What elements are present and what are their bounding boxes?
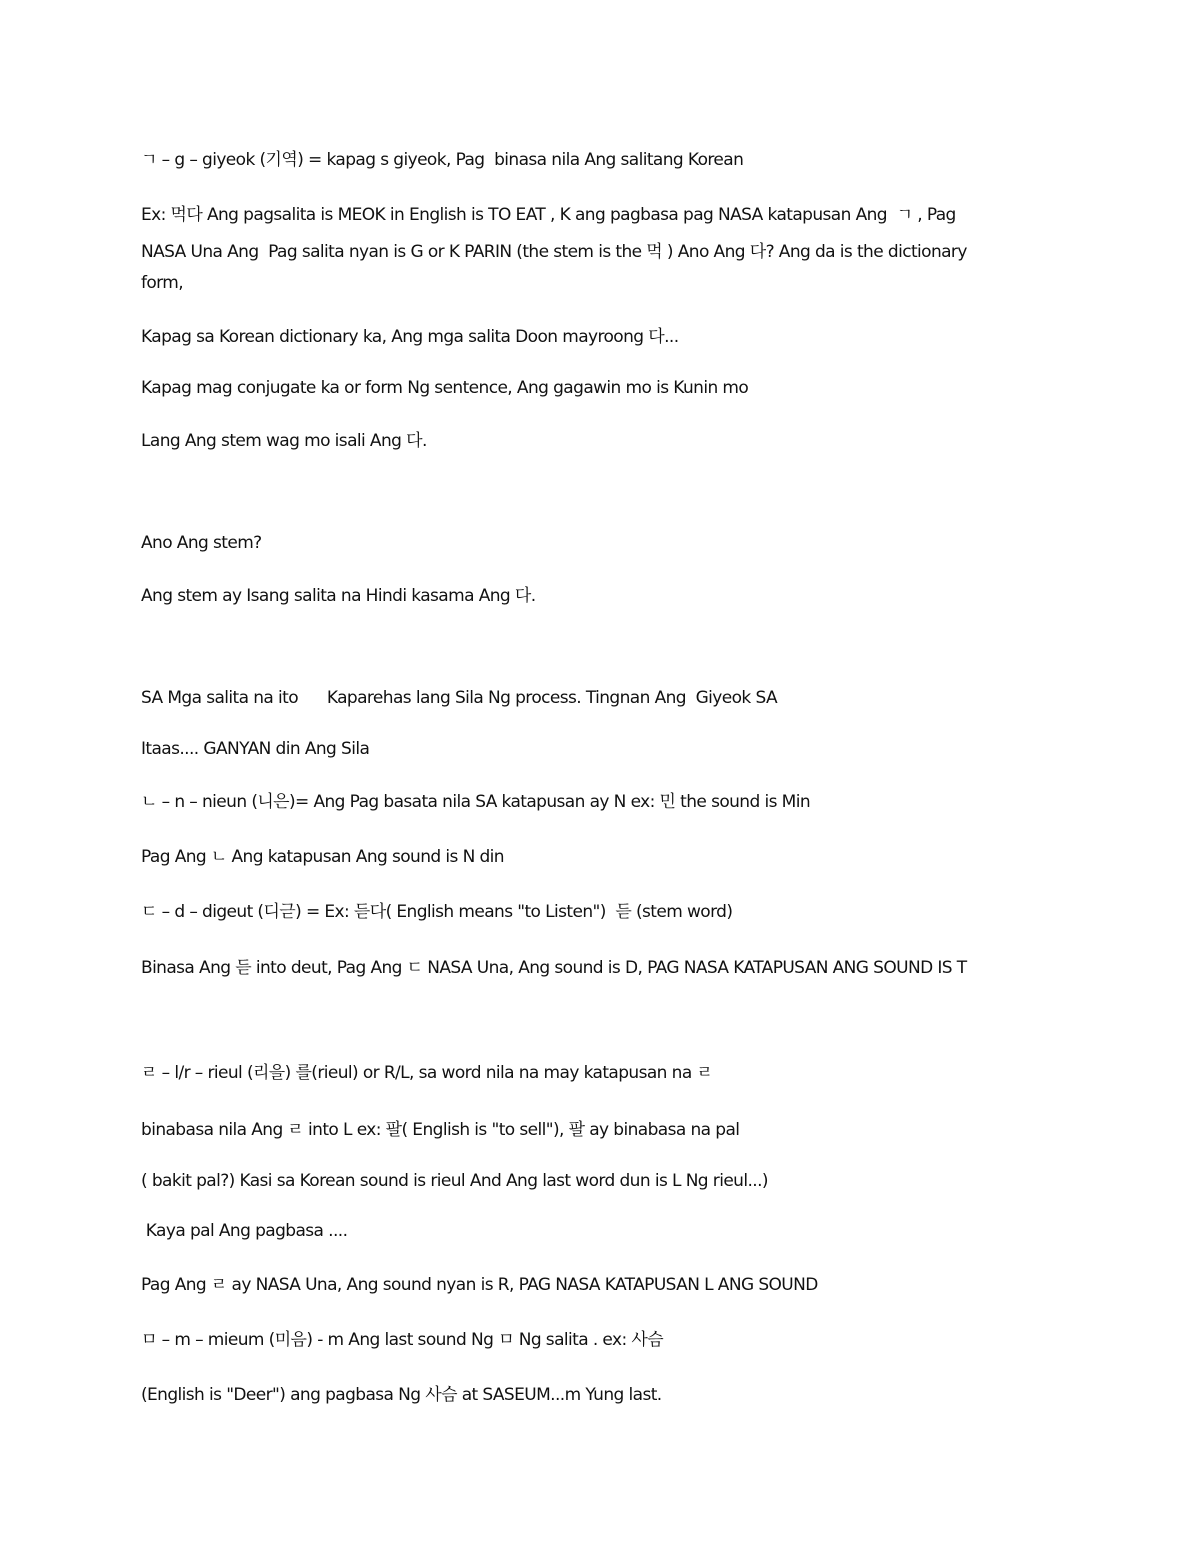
text-line: Binasa Ang 듣 into deut, Pag Ang ㄷ NASA Una, Ang sound is D, PAG NASA KATAPUSAN ANG SOUND IS T bbox=[141, 958, 967, 978]
text-line: Itaas.... GANYAN din Ang Sila bbox=[141, 739, 370, 759]
text-line: ㄴ – n – nieun (니은)= Ang Pag basata nila SA katapusan ay N ex: 민 the sound is Min bbox=[141, 792, 811, 812]
text-line: Pag Ang ㄴ Ang katapusan Ang sound is N din bbox=[141, 847, 504, 867]
text-line: ( bakit pal?) Kasi sa Korean sound is rieul And Ang last word dun is L Ng rieul...) bbox=[141, 1171, 768, 1191]
text-line: binabasa nila Ang ㄹ into L ex: 팔( English is "to sell"), 팔 ay binabasa na pal bbox=[141, 1120, 740, 1140]
text-line: Lang Ang stem wag mo isali Ang 다. bbox=[141, 431, 427, 451]
text-line: Pag Ang ㄹ ay NASA Una, Ang sound nyan is R, PAG NASA KATAPUSAN L ANG SOUND bbox=[141, 1275, 818, 1295]
text-line: Ex: 먹다 Ang pagsalita is MEOK in English is TO EAT , K ang pagbasa pag NASA katapusan Ang ㄱ , Pag bbox=[141, 205, 956, 225]
text-line: ㄱ – g – giyeok (기역) = kapag s giyeok, Pag binasa nila Ang salitang Korean bbox=[141, 150, 744, 170]
text-line: (English is "Deer") ang pagbasa Ng 사슴 at SASEUM...m Yung last. bbox=[141, 1385, 662, 1405]
text-line: Kapag mag conjugate ka or form Ng sentence, Ang gagawin mo is Kunin mo bbox=[141, 378, 749, 398]
text-line: NASA Una Ang Pag salita nyan is G or K PARIN (the stem is the 먹 ) Ano Ang 다? Ang da is the dictionary bbox=[141, 242, 967, 262]
text-line: ㄹ – l/r – rieul (리을) 를(rieul) or R/L, sa word nila na may katapusan na ㄹ bbox=[141, 1063, 713, 1083]
text-line: Ang stem ay Isang salita na Hindi kasama Ang 다. bbox=[141, 586, 536, 606]
text-line: Kapag sa Korean dictionary ka, Ang mga salita Doon mayroong 다... bbox=[141, 327, 679, 347]
text-line: SA Mga salita na ito Kaparehas lang Sila Ng process. Tingnan Ang Giyeok SA bbox=[141, 688, 777, 708]
text-line: Kaya pal Ang pagbasa .... bbox=[141, 1221, 348, 1241]
text-line: form, bbox=[141, 273, 184, 293]
text-line: ㅁ – m – mieum (미음) - m Ang last sound Ng ㅁ Ng salita . ex: 사슴 bbox=[141, 1330, 664, 1350]
text-line: ㄷ – d – digeut (디귿) = Ex: 듣다( English means "to Listen") 듣 (stem word) bbox=[141, 902, 733, 922]
text-line: Ano Ang stem? bbox=[141, 533, 262, 553]
